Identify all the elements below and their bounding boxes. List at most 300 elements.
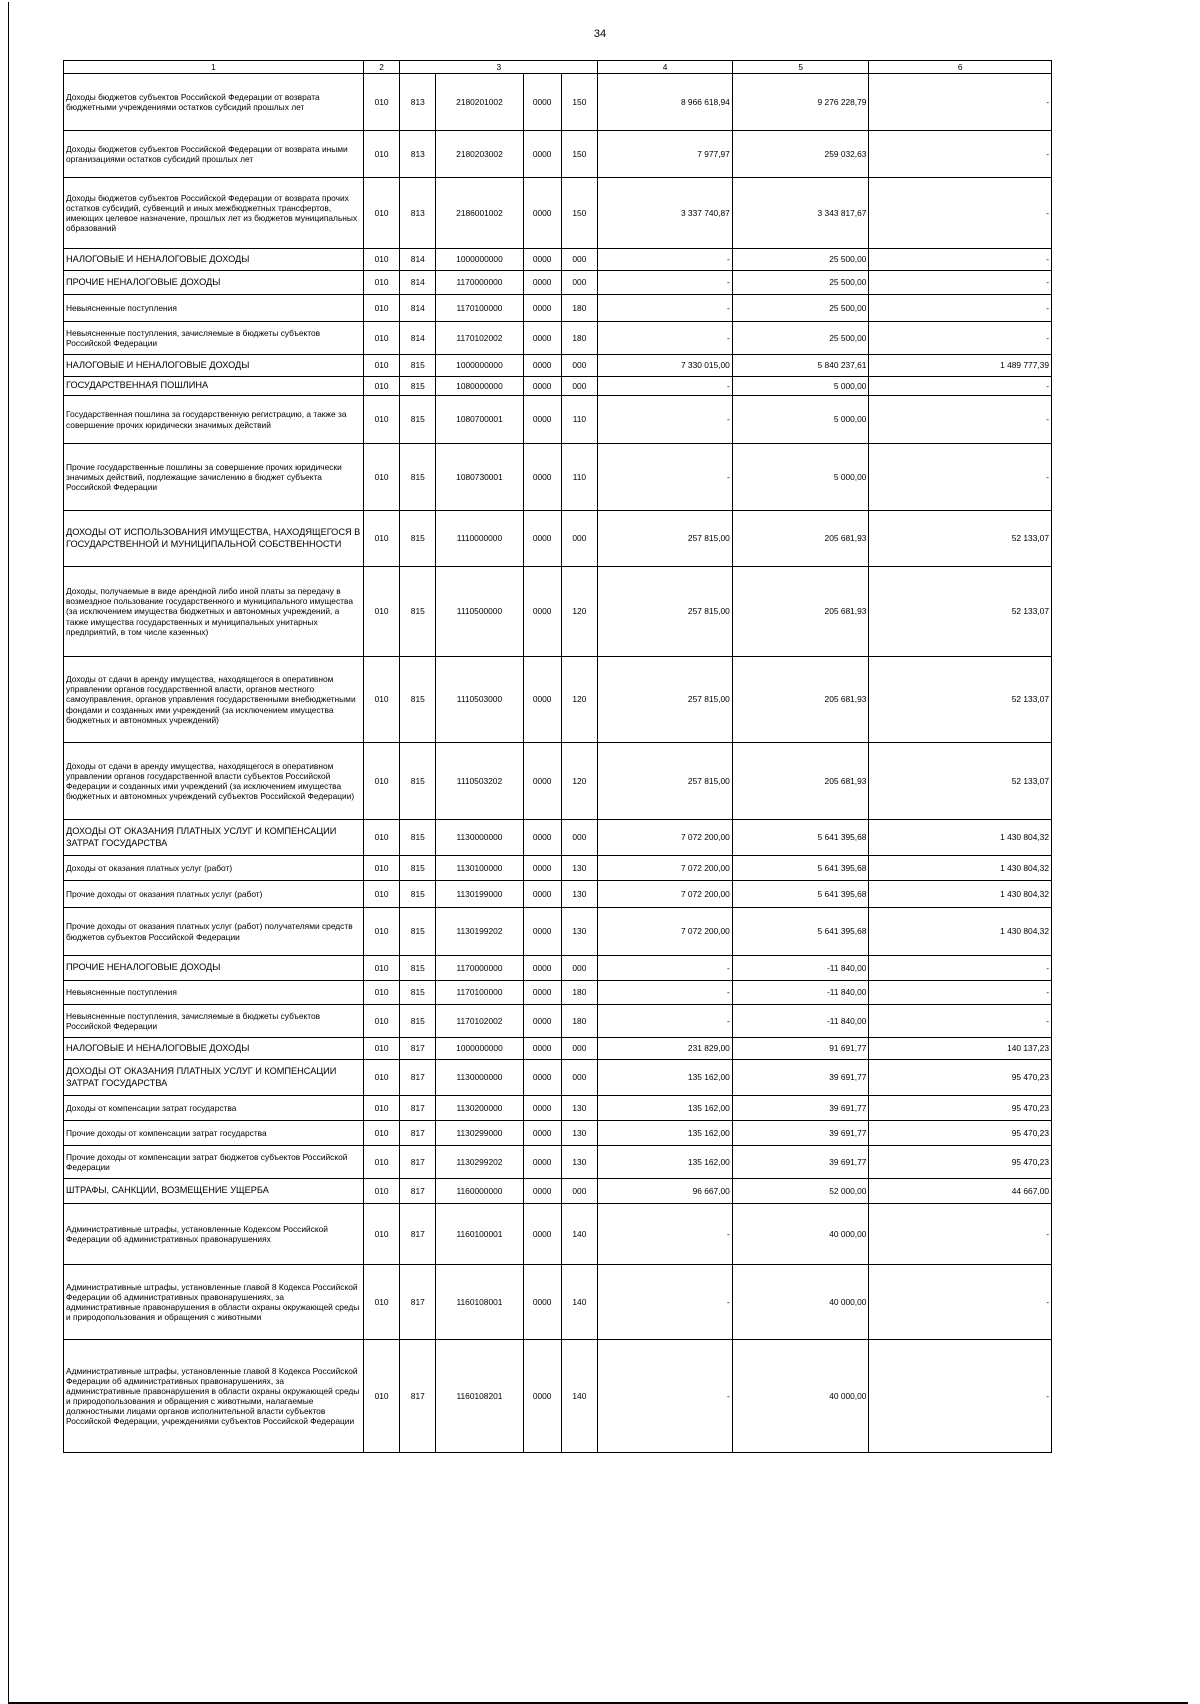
row-executed: 205 681,93: [732, 743, 869, 820]
row-code-kosgu: 000: [561, 956, 598, 981]
row-code-admin: 010: [363, 567, 400, 657]
row-code-admin: 010: [363, 377, 400, 396]
row-code-kosgu: 000: [561, 249, 598, 271]
row-approved: 135 162,00: [598, 1121, 733, 1146]
table-row: [64, 1096, 1052, 1121]
row-name: Прочие доходы от компенсации затрат бюджетов субъектов Российской Федерации: [64, 1146, 364, 1179]
row-unexecuted: -: [869, 396, 1052, 444]
row-name: Доходы от компенсации затрат государства: [64, 1096, 364, 1121]
row-code-chapter: 815: [400, 820, 436, 856]
table-row: [64, 881, 1052, 908]
table-row: [64, 295, 1052, 322]
row-name: ДОХОДЫ ОТ ИСПОЛЬЗОВАНИЯ ИМУЩЕСТВА, НАХОДЯЩЕГОСЯ В ГОСУДАРСТВЕННОЙ И МУНИЦИПАЛЬНОЙ СОБСТВЕННОСТИ: [64, 511, 364, 567]
row-code-program: 0000: [523, 908, 561, 956]
row-code-kbk: 1130199000: [436, 881, 524, 908]
row-unexecuted: -: [869, 981, 1052, 1005]
row-executed: 25 500,00: [732, 295, 869, 322]
row-executed: 9 276 228,79: [732, 74, 869, 131]
table-row: [64, 249, 1052, 271]
row-approved: 135 162,00: [598, 1146, 733, 1179]
row-code-chapter: 817: [400, 1146, 436, 1179]
row-code-program: 0000: [523, 657, 561, 743]
row-code-admin: 010: [363, 131, 400, 178]
row-unexecuted: -: [869, 249, 1052, 271]
row-name: Государственная пошлина за государственную регистрацию, а также за совершение прочих юридически значимых действий: [64, 396, 364, 444]
row-approved: -: [598, 1265, 733, 1340]
row-code-chapter: 815: [400, 956, 436, 981]
row-code-chapter: 813: [400, 131, 436, 178]
row-code-admin: 010: [363, 1179, 400, 1204]
table-row: [64, 1005, 1052, 1038]
row-code-kosgu: 150: [561, 74, 598, 131]
row-code-chapter: 813: [400, 178, 436, 249]
row-code-kosgu: 140: [561, 1265, 598, 1340]
row-name: ДОХОДЫ ОТ ОКАЗАНИЯ ПЛАТНЫХ УСЛУГ И КОМПЕНСАЦИИ ЗАТРАТ ГОСУДАРСТВА: [64, 1060, 364, 1096]
table-body: [64, 74, 1052, 1453]
row-code-kosgu: 150: [561, 178, 598, 249]
row-code-kosgu: 000: [561, 1038, 598, 1060]
row-code-kosgu: 130: [561, 881, 598, 908]
row-code-program: 0000: [523, 178, 561, 249]
row-code-chapter: 815: [400, 1005, 436, 1038]
row-code-admin: 010: [363, 981, 400, 1005]
row-code-admin: 010: [363, 249, 400, 271]
row-code-chapter: 817: [400, 1038, 436, 1060]
row-name: Невыясненные поступления: [64, 981, 364, 1005]
table-row: [64, 908, 1052, 956]
table-row: [64, 322, 1052, 355]
row-code-program: 0000: [523, 743, 561, 820]
row-approved: 257 815,00: [598, 511, 733, 567]
row-executed: 205 681,93: [732, 511, 869, 567]
row-name: Невыясненные поступления, зачисляемые в бюджеты субъектов Российской Федерации: [64, 322, 364, 355]
row-code-kbk: 1000000000: [436, 355, 524, 377]
row-approved: 7 072 200,00: [598, 820, 733, 856]
row-code-chapter: 814: [400, 322, 436, 355]
row-code-program: 0000: [523, 567, 561, 657]
row-executed: 5 000,00: [732, 444, 869, 511]
row-code-admin: 010: [363, 178, 400, 249]
row-code-kbk: 1000000000: [436, 249, 524, 271]
row-unexecuted: 52 133,07: [869, 743, 1052, 820]
row-code-kosgu: 180: [561, 295, 598, 322]
table-row: [64, 820, 1052, 856]
row-code-kosgu: 120: [561, 567, 598, 657]
row-code-kosgu: 140: [561, 1204, 598, 1265]
table-row: [64, 74, 1052, 131]
row-code-kosgu: 130: [561, 908, 598, 956]
row-code-program: 0000: [523, 396, 561, 444]
row-unexecuted: 95 470,23: [869, 1096, 1052, 1121]
row-name: Доходы бюджетов субъектов Российской Федерации от возврата прочих остатков субсидий, субвенций и иных межбюджетных трансфертов, имеющих целевое назначение, прошлых лет из бюджетов муниципальных образований: [64, 178, 364, 249]
row-code-chapter: 815: [400, 355, 436, 377]
row-code-program: 0000: [523, 131, 561, 178]
row-code-program: 0000: [523, 1121, 561, 1146]
row-executed: 205 681,93: [732, 657, 869, 743]
row-unexecuted: -: [869, 322, 1052, 355]
row-code-admin: 010: [363, 1340, 400, 1453]
row-code-chapter: 815: [400, 856, 436, 881]
row-code-chapter: 817: [400, 1121, 436, 1146]
row-name: Прочие доходы от компенсации затрат государства: [64, 1121, 364, 1146]
row-approved: 7 072 200,00: [598, 881, 733, 908]
row-name: ДОХОДЫ ОТ ОКАЗАНИЯ ПЛАТНЫХ УСЛУГ И КОМПЕНСАЦИИ ЗАТРАТ ГОСУДАРСТВА: [64, 820, 364, 856]
row-name: Доходы бюджетов субъектов Российской Федерации от возврата иными организациями остатков субсидий прошлых лет: [64, 131, 364, 178]
row-code-program: 0000: [523, 74, 561, 131]
row-code-admin: 010: [363, 820, 400, 856]
row-approved: 96 667,00: [598, 1179, 733, 1204]
row-unexecuted: -: [869, 956, 1052, 981]
row-code-program: 0000: [523, 820, 561, 856]
row-code-kosgu: 130: [561, 1121, 598, 1146]
table-row: [64, 396, 1052, 444]
row-code-kosgu: 000: [561, 511, 598, 567]
row-name: Прочие доходы от оказания платных услуг (работ): [64, 881, 364, 908]
table-row: [64, 981, 1052, 1005]
row-unexecuted: 1 430 804,32: [869, 881, 1052, 908]
row-name: Невыясненные поступления: [64, 295, 364, 322]
row-executed: 91 691,77: [732, 1038, 869, 1060]
row-code-admin: 010: [363, 1265, 400, 1340]
row-code-kbk: 1160000000: [436, 1179, 524, 1204]
row-name: Доходы от оказания платных услуг (работ): [64, 856, 364, 881]
header-col-2: 2: [363, 61, 400, 74]
row-code-chapter: 815: [400, 657, 436, 743]
row-approved: 7 072 200,00: [598, 856, 733, 881]
row-code-program: 0000: [523, 1038, 561, 1060]
row-code-kosgu: 120: [561, 743, 598, 820]
row-code-chapter: 817: [400, 1096, 436, 1121]
row-executed: 3 343 817,67: [732, 178, 869, 249]
row-code-kosgu: 130: [561, 1096, 598, 1121]
row-unexecuted: 52 133,07: [869, 567, 1052, 657]
row-code-kosgu: 180: [561, 981, 598, 1005]
row-code-admin: 010: [363, 956, 400, 981]
row-name: ГОСУДАРСТВЕННАЯ ПОШЛИНА: [64, 377, 364, 396]
row-code-chapter: 815: [400, 881, 436, 908]
table-row: [64, 511, 1052, 567]
row-approved: 231 829,00: [598, 1038, 733, 1060]
row-executed: 25 500,00: [732, 271, 869, 295]
row-code-admin: 010: [363, 1204, 400, 1265]
row-approved: 7 977,97: [598, 131, 733, 178]
page-frame-left: [8, 2, 9, 1702]
row-code-kosgu: 000: [561, 271, 598, 295]
row-code-kosgu: 000: [561, 355, 598, 377]
row-approved: 257 815,00: [598, 657, 733, 743]
row-executed: 25 500,00: [732, 322, 869, 355]
row-code-admin: 010: [363, 295, 400, 322]
row-unexecuted: -: [869, 131, 1052, 178]
row-code-program: 0000: [523, 1340, 561, 1453]
row-unexecuted: 95 470,23: [869, 1060, 1052, 1096]
row-approved: -: [598, 396, 733, 444]
row-executed: 205 681,93: [732, 567, 869, 657]
row-approved: -: [598, 1204, 733, 1265]
table-row: [64, 1340, 1052, 1453]
row-code-program: 0000: [523, 1265, 561, 1340]
row-code-chapter: 814: [400, 249, 436, 271]
row-code-kbk: 1170100000: [436, 981, 524, 1005]
row-code-kosgu: 120: [561, 657, 598, 743]
row-code-admin: 010: [363, 322, 400, 355]
row-code-kosgu: 150: [561, 131, 598, 178]
row-code-kosgu: 000: [561, 377, 598, 396]
row-code-chapter: 817: [400, 1265, 436, 1340]
row-approved: -: [598, 981, 733, 1005]
row-code-chapter: 815: [400, 511, 436, 567]
row-code-program: 0000: [523, 1204, 561, 1265]
row-code-kosgu: 110: [561, 444, 598, 511]
row-unexecuted: 95 470,23: [869, 1121, 1052, 1146]
row-code-admin: 010: [363, 657, 400, 743]
row-approved: -: [598, 1005, 733, 1038]
row-code-kbk: 1130200000: [436, 1096, 524, 1121]
row-code-admin: 010: [363, 74, 400, 131]
row-code-admin: 010: [363, 511, 400, 567]
row-code-kbk: 1080730001: [436, 444, 524, 511]
row-code-kbk: 1000000000: [436, 1038, 524, 1060]
row-unexecuted: 1 430 804,32: [869, 820, 1052, 856]
row-code-kbk: 1160108001: [436, 1265, 524, 1340]
table-row: [64, 1179, 1052, 1204]
row-code-chapter: 817: [400, 1340, 436, 1453]
row-code-chapter: 815: [400, 981, 436, 1005]
row-code-admin: 010: [363, 881, 400, 908]
row-approved: 135 162,00: [598, 1060, 733, 1096]
row-code-kbk: 1080700001: [436, 396, 524, 444]
row-approved: -: [598, 1340, 733, 1453]
table-row: [64, 1121, 1052, 1146]
row-approved: -: [598, 956, 733, 981]
table-row: [64, 444, 1052, 511]
row-code-program: 0000: [523, 249, 561, 271]
row-code-kbk: 1170100000: [436, 295, 524, 322]
row-code-admin: 010: [363, 743, 400, 820]
row-code-kbk: 1130199202: [436, 908, 524, 956]
row-code-kbk: 1110000000: [436, 511, 524, 567]
row-name: Доходы от сдачи в аренду имущества, находящегося в оперативном управлении органов государственной власти, органов местного самоуправления, органов управления государственными внебюджетными фондами и созданных ими учреждений (за исключением имущества бюджетных и автономных учреждений): [64, 657, 364, 743]
row-code-program: 0000: [523, 295, 561, 322]
row-name: НАЛОГОВЫЕ И НЕНАЛОГОВЫЕ ДОХОДЫ: [64, 1038, 364, 1060]
row-code-chapter: 813: [400, 74, 436, 131]
row-code-admin: 010: [363, 856, 400, 881]
row-executed: 39 691,77: [732, 1096, 869, 1121]
row-name: Прочие государственные пошлины за совершение прочих юридически значимых действий, подлежащие зачислению в бюджет субъекта Российской Федерации: [64, 444, 364, 511]
row-name: Прочие доходы от оказания платных услуг (работ) получателями средств бюджетов субъектов Российской Федерации: [64, 908, 364, 956]
row-executed: -11 840,00: [732, 1005, 869, 1038]
row-code-program: 0000: [523, 1179, 561, 1204]
row-executed: 5 641 395,68: [732, 820, 869, 856]
header-col-5: 5: [732, 61, 869, 74]
table-row: [64, 377, 1052, 396]
header-col-1: 1: [64, 61, 364, 74]
row-unexecuted: -: [869, 444, 1052, 511]
row-code-program: 0000: [523, 271, 561, 295]
row-executed: 5 641 395,68: [732, 856, 869, 881]
table-row: [64, 271, 1052, 295]
row-executed: 25 500,00: [732, 249, 869, 271]
row-code-chapter: 817: [400, 1179, 436, 1204]
row-code-kosgu: 000: [561, 820, 598, 856]
row-name: ШТРАФЫ, САНКЦИИ, ВОЗМЕЩЕНИЕ УЩЕРБА: [64, 1179, 364, 1204]
table-row: [64, 657, 1052, 743]
row-code-kosgu: 180: [561, 1005, 598, 1038]
row-unexecuted: -: [869, 178, 1052, 249]
row-unexecuted: -: [869, 1005, 1052, 1038]
table-row: [64, 1060, 1052, 1096]
table-row: [64, 1265, 1052, 1340]
row-code-program: 0000: [523, 355, 561, 377]
row-name: Доходы от сдачи в аренду имущества, находящегося в оперативном управлении органов государственной власти субъектов Российской Федерации и созданных ими учреждений (за исключением имущества бюджетных и автономных учреждений субъектов Российской Федерации): [64, 743, 364, 820]
row-name: ПРОЧИЕ НЕНАЛОГОВЫЕ ДОХОДЫ: [64, 271, 364, 295]
table-header-row: [64, 61, 1052, 74]
row-code-kbk: 1110503000: [436, 657, 524, 743]
row-unexecuted: 1 489 777,39: [869, 355, 1052, 377]
row-name: Невыясненные поступления, зачисляемые в бюджеты субъектов Российской Федерации: [64, 1005, 364, 1038]
row-approved: 135 162,00: [598, 1096, 733, 1121]
row-code-program: 0000: [523, 1060, 561, 1096]
header-col-6: 6: [869, 61, 1052, 74]
row-code-chapter: 817: [400, 1204, 436, 1265]
row-unexecuted: 1 430 804,32: [869, 908, 1052, 956]
row-unexecuted: -: [869, 377, 1052, 396]
row-executed: 259 032,63: [732, 131, 869, 178]
row-code-program: 0000: [523, 511, 561, 567]
row-code-kbk: 1130000000: [436, 1060, 524, 1096]
row-code-kosgu: 000: [561, 1060, 598, 1096]
row-approved: -: [598, 249, 733, 271]
row-unexecuted: 1 430 804,32: [869, 856, 1052, 881]
row-name: Административные штрафы, установленные главой 8 Кодекса Российской Федерации об административных правонарушениях, за административные правонарушения в области охраны окружающей среды и природопользования и обращения с животными, налагаемые должностными лицами органов исполнительной власти субъектов Российской Федерации, учреждениями субъектов Российской Федерации: [64, 1340, 364, 1453]
row-unexecuted: -: [869, 1204, 1052, 1265]
row-code-kosgu: 110: [561, 396, 598, 444]
row-unexecuted: 52 133,07: [869, 657, 1052, 743]
row-executed: 40 000,00: [732, 1265, 869, 1340]
row-approved: 3 337 740,87: [598, 178, 733, 249]
row-code-kosgu: 130: [561, 1146, 598, 1179]
row-code-chapter: 814: [400, 295, 436, 322]
row-unexecuted: -: [869, 295, 1052, 322]
row-code-admin: 010: [363, 1038, 400, 1060]
row-executed: 39 691,77: [732, 1146, 869, 1179]
row-approved: -: [598, 444, 733, 511]
row-code-admin: 010: [363, 271, 400, 295]
row-executed: 5 641 395,68: [732, 881, 869, 908]
row-code-kosgu: 000: [561, 1179, 598, 1204]
row-approved: 8 966 618,94: [598, 74, 733, 131]
table-row: [64, 355, 1052, 377]
row-executed: -11 840,00: [732, 981, 869, 1005]
row-code-kbk: 1130299202: [436, 1146, 524, 1179]
row-name: ПРОЧИЕ НЕНАЛОГОВЫЕ ДОХОДЫ: [64, 956, 364, 981]
row-approved: 7 330 015,00: [598, 355, 733, 377]
row-code-admin: 010: [363, 1005, 400, 1038]
row-code-kbk: 1110503202: [436, 743, 524, 820]
row-name: Административные штрафы, установленные главой 8 Кодекса Российской Федерации об административных правонарушениях, за административные правонарушения в области охраны окружающей среды и природопользования и обращения с животными: [64, 1265, 364, 1340]
row-code-program: 0000: [523, 856, 561, 881]
row-executed: 5 000,00: [732, 377, 869, 396]
row-unexecuted: -: [869, 1265, 1052, 1340]
row-code-kbk: 1130100000: [436, 856, 524, 881]
row-executed: -11 840,00: [732, 956, 869, 981]
row-approved: -: [598, 377, 733, 396]
row-code-chapter: 815: [400, 396, 436, 444]
row-code-admin: 010: [363, 1096, 400, 1121]
row-approved: 257 815,00: [598, 567, 733, 657]
row-approved: 257 815,00: [598, 743, 733, 820]
row-code-program: 0000: [523, 881, 561, 908]
header-col-4: 4: [598, 61, 733, 74]
row-approved: -: [598, 271, 733, 295]
row-name: Административные штрафы, установленные Кодексом Российской Федерации об административных правонарушениях: [64, 1204, 364, 1265]
row-code-program: 0000: [523, 1146, 561, 1179]
row-name: Доходы, получаемые в виде арендной либо иной платы за передачу в возмездное пользование государственного и муниципального имущества (за исключением имущества бюджетных и автономных учреждений, а также имущества государственных и муниципальных унитарных предприятий, в том числе казенных): [64, 567, 364, 657]
row-code-kbk: 2180201002: [436, 74, 524, 131]
row-executed: 5 000,00: [732, 396, 869, 444]
row-executed: 5 641 395,68: [732, 908, 869, 956]
row-code-admin: 010: [363, 1121, 400, 1146]
row-code-kosgu: 140: [561, 1340, 598, 1453]
row-code-kbk: 1130000000: [436, 820, 524, 856]
row-name: НАЛОГОВЫЕ И НЕНАЛОГОВЫЕ ДОХОДЫ: [64, 249, 364, 271]
page-number: 34: [593, 28, 607, 40]
row-code-chapter: 817: [400, 1060, 436, 1096]
table-row: [64, 956, 1052, 981]
table-row: [64, 567, 1052, 657]
row-unexecuted: -: [869, 1340, 1052, 1453]
row-code-kosgu: 130: [561, 856, 598, 881]
row-executed: 39 691,77: [732, 1121, 869, 1146]
row-code-program: 0000: [523, 1005, 561, 1038]
row-unexecuted: 95 470,23: [869, 1146, 1052, 1179]
row-approved: -: [598, 322, 733, 355]
row-code-kbk: 1160108201: [436, 1340, 524, 1453]
row-code-kbk: 1080000000: [436, 377, 524, 396]
row-code-kbk: 1170102002: [436, 322, 524, 355]
row-code-chapter: 815: [400, 377, 436, 396]
row-code-kbk: 1170000000: [436, 271, 524, 295]
row-code-admin: 010: [363, 444, 400, 511]
row-code-admin: 010: [363, 908, 400, 956]
row-unexecuted: -: [869, 74, 1052, 131]
row-code-program: 0000: [523, 377, 561, 396]
row-code-program: 0000: [523, 444, 561, 511]
row-name: НАЛОГОВЫЕ И НЕНАЛОГОВЫЕ ДОХОДЫ: [64, 355, 364, 377]
row-executed: 5 840 237,61: [732, 355, 869, 377]
row-code-program: 0000: [523, 322, 561, 355]
row-code-kbk: 1160100001: [436, 1204, 524, 1265]
row-code-chapter: 814: [400, 271, 436, 295]
table-row: [64, 1204, 1052, 1265]
table-row: [64, 743, 1052, 820]
header-col-3: 3: [400, 61, 598, 74]
row-code-kbk: 2186001002: [436, 178, 524, 249]
row-code-admin: 010: [363, 1060, 400, 1096]
table-row: [64, 131, 1052, 178]
row-executed: 39 691,77: [732, 1060, 869, 1096]
row-unexecuted: 140 137,23: [869, 1038, 1052, 1060]
row-executed: 40 000,00: [732, 1340, 869, 1453]
row-executed: 52 000,00: [732, 1179, 869, 1204]
row-code-chapter: 815: [400, 743, 436, 820]
row-code-admin: 010: [363, 355, 400, 377]
row-approved: -: [598, 295, 733, 322]
table-row: [64, 1038, 1052, 1060]
table-row: [64, 178, 1052, 249]
table-row: [64, 1146, 1052, 1179]
row-code-chapter: 815: [400, 567, 436, 657]
